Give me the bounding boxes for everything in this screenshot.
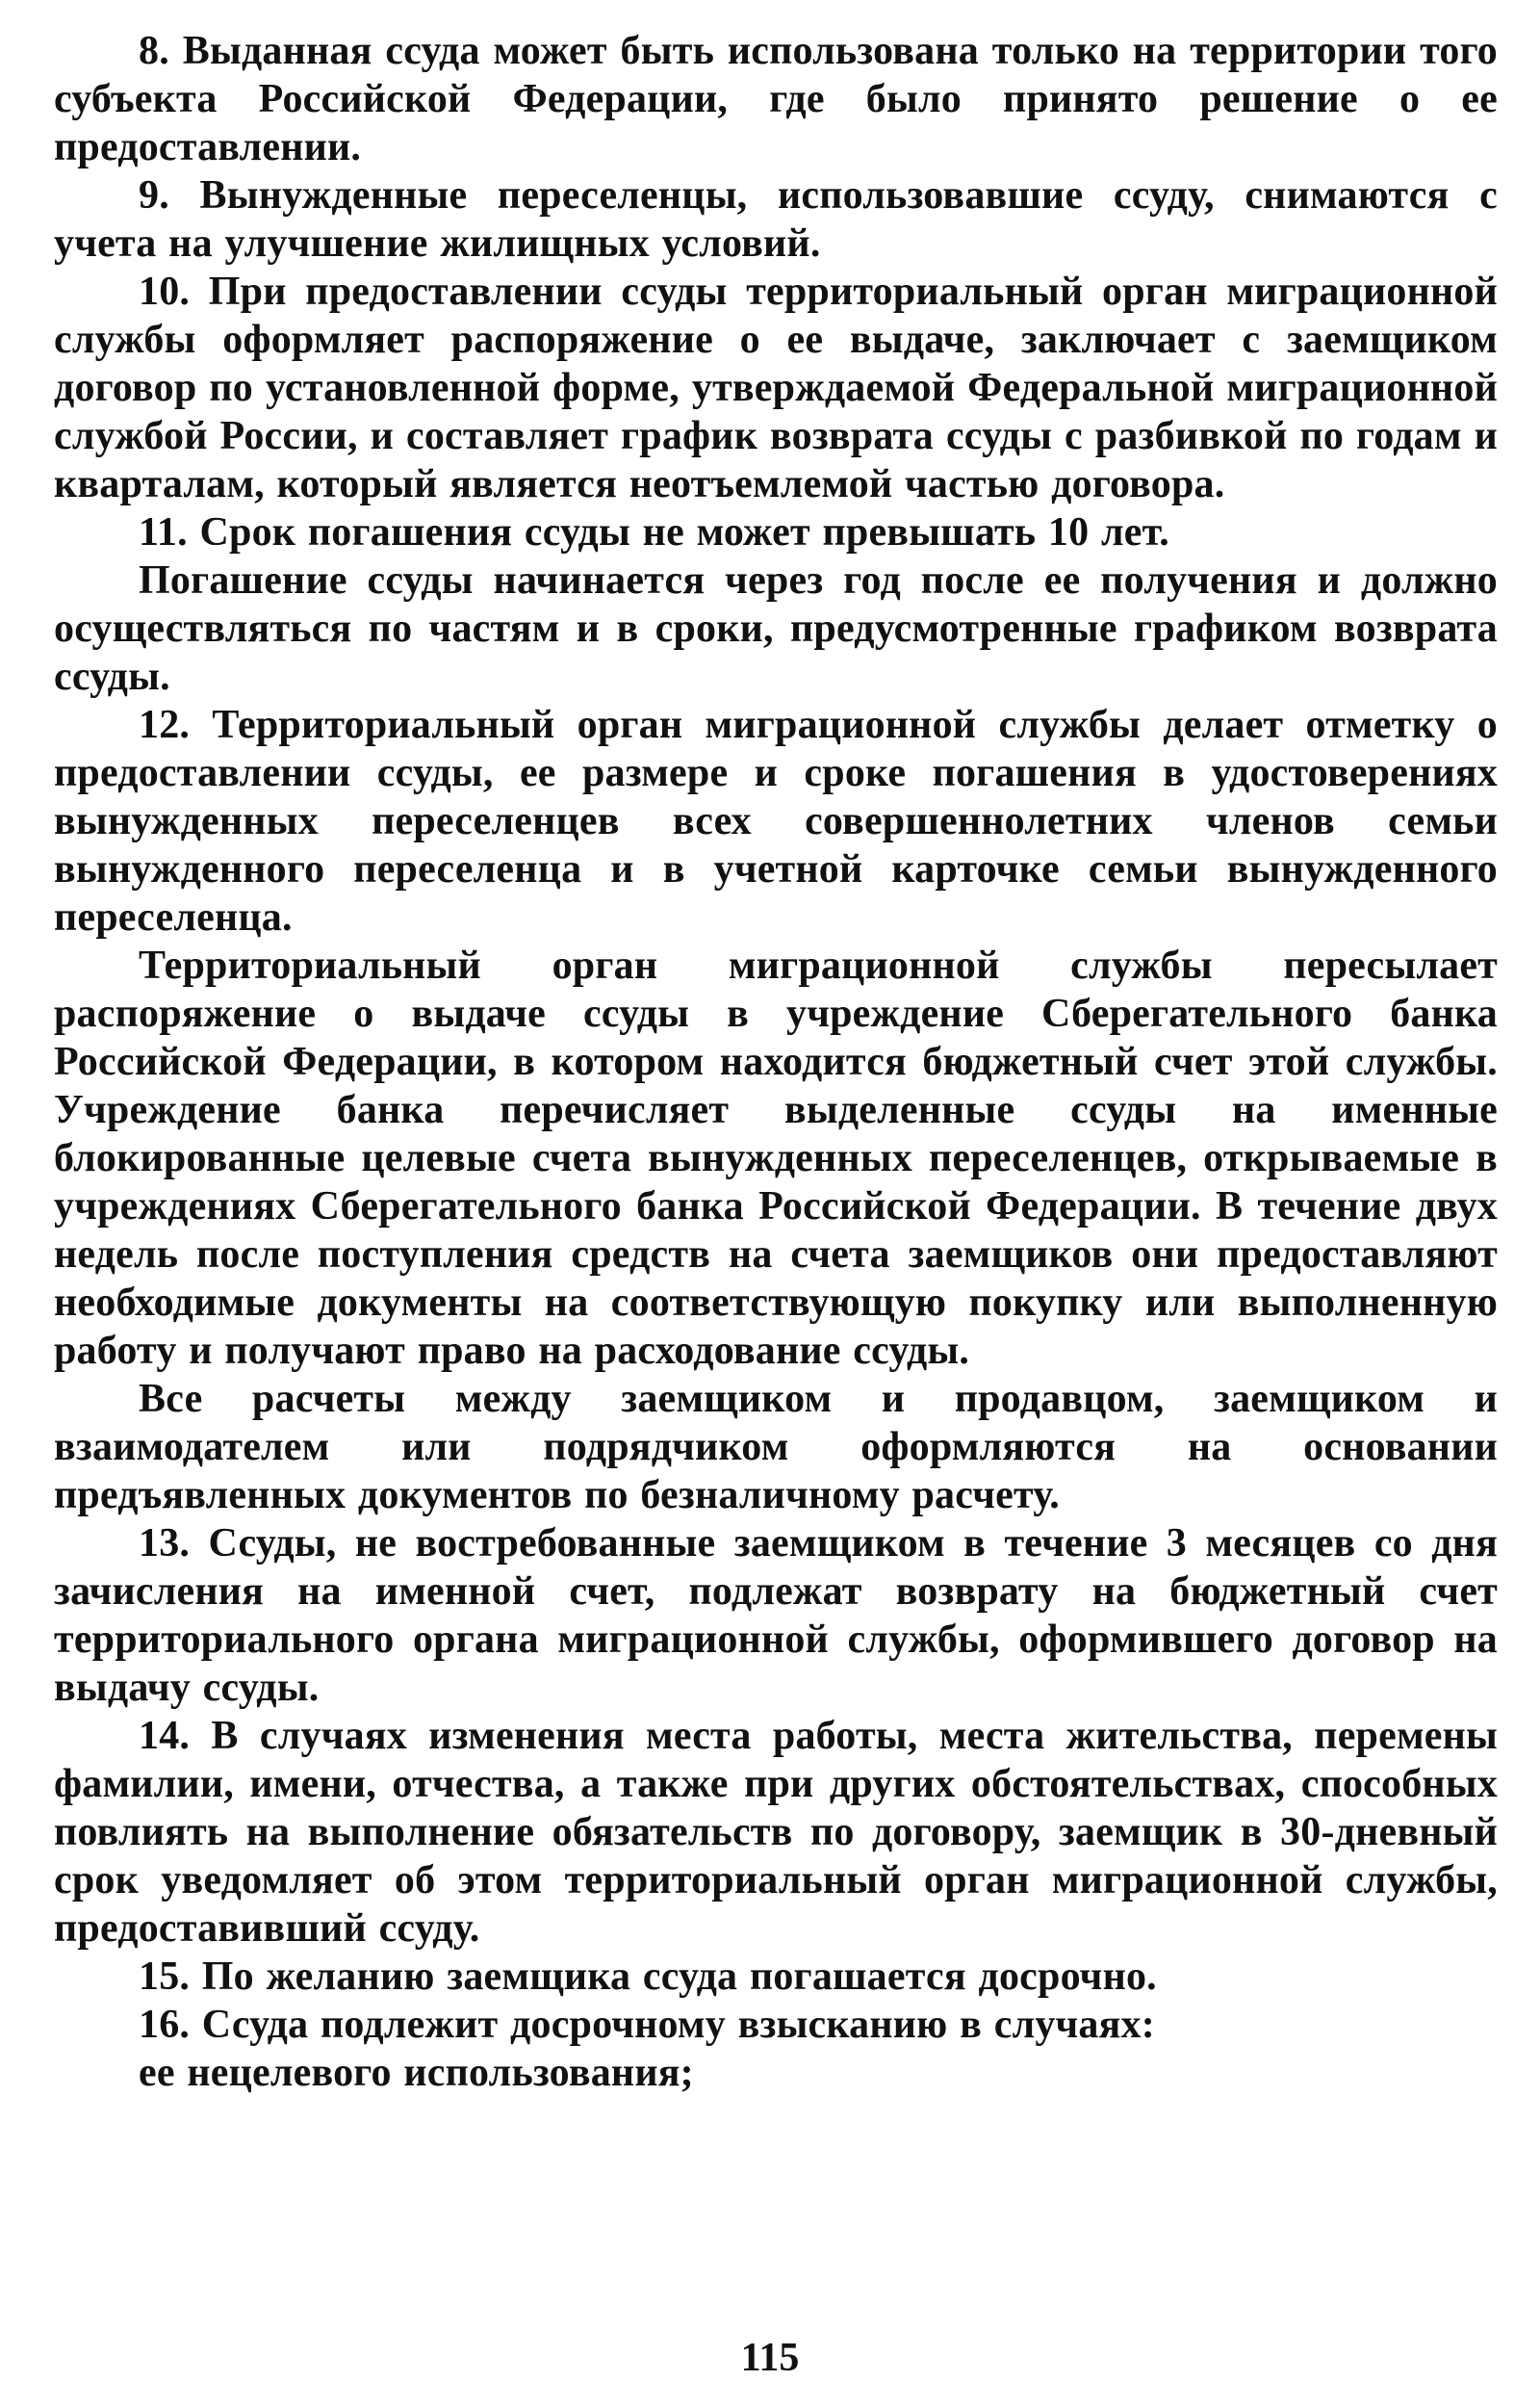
- paragraph-bank-transfer: Территориальный орган миграционной службы пересылает распоряжение о выдаче ссуды в учреждение Сберегательного банка Российской Федерации, в котором находится бюджетный счет этой службы. Учреждение банка перечисляет выделенные ссуды на именные блокированные целевые счета вынужденных переселенцев, открываемые в учреждениях Сберегательного банка Российской Федерации. В течение двух недель после поступления средств на счета заемщиков они предоставляют необходимые документы на соответствующую покупку или выполненную работу и получают право на расходование ссуды.: [54, 944, 1498, 1373]
- paragraph-item-13: 13. Ссуды, не востребованные заемщиком в течение 3 месяцев со дня зачисления на именной счет, подлежат возврату на бюджетный счет территориального органа миграционной службы, оформившего договор на выдачу ссуды.: [54, 1521, 1498, 1710]
- paragraph-item-15: 15. По желанию заемщика ссуда погашается досрочно.: [139, 1954, 1157, 1999]
- paragraph-item-16: 16. Ссуда подлежит досрочному взысканию в случаях:: [139, 2003, 1155, 2047]
- paragraph-item-8: 8. Выданная ссуда может быть использована только на территории того субъекта Российской Федерации, где было принято решение о ее предоставлении.: [54, 29, 1498, 169]
- paragraph-repayment-start: Погашение ссуды начинается через год после ее получения и должно осуществляться по частям и в сроки, предусмотренные графиком возврата ссуды.: [54, 558, 1498, 699]
- paragraph-item-14: 14. В случаях изменения места работы, места жительства, перемены фамилии, имени, отчества, а также при других обстоятельствах, способных повлиять на выполнение обязательств по договору, заемщик в 30-дневный срок уведомляет об этом территориальный орган миграционной службы, предоставивший ссуду.: [54, 1714, 1498, 1951]
- paragraph-misuse-case: ее нецелевого использования;: [139, 2051, 694, 2095]
- paragraph-item-9: 9. Вынужденные переселенцы, использовавшие ссуду, снимаются с учета на улучшение жилищных условий.: [54, 173, 1498, 266]
- paragraph-settlements: Все расчеты между заемщиком и продавцом, заемщиком и взаимодателем или подрядчиком оформляются на основании предъявленных документов по безналичному расчету.: [54, 1377, 1498, 1517]
- document-page: [54, 27, 1498, 2376]
- paragraph-item-12: 12. Территориальный орган миграционной службы делает отметку о предоставлении ссуды, ее размере и сроке погашения в удостоверениях вынужденных переселенцев всех совершеннолетних членов семьи вынужденного переселенца и в учетной карточке семьи вынужденного переселенца.: [54, 703, 1498, 940]
- paragraph-item-10: 10. При предоставлении ссуды территориальный орган миграционной службы оформляет распоряжение о ее выдаче, заключает с заемщиком договор по установленной форме, утверждаемой Федеральной миграционной службой России, и составляет график возврата ссуды с разбивкой по годам и кварталам, который является неотъемлемой частью договора.: [54, 270, 1498, 506]
- paragraph-item-11: 11. Срок погашения ссуды не может превышать 10 лет.: [139, 510, 1169, 555]
- page-number: 115: [740, 2336, 800, 2380]
